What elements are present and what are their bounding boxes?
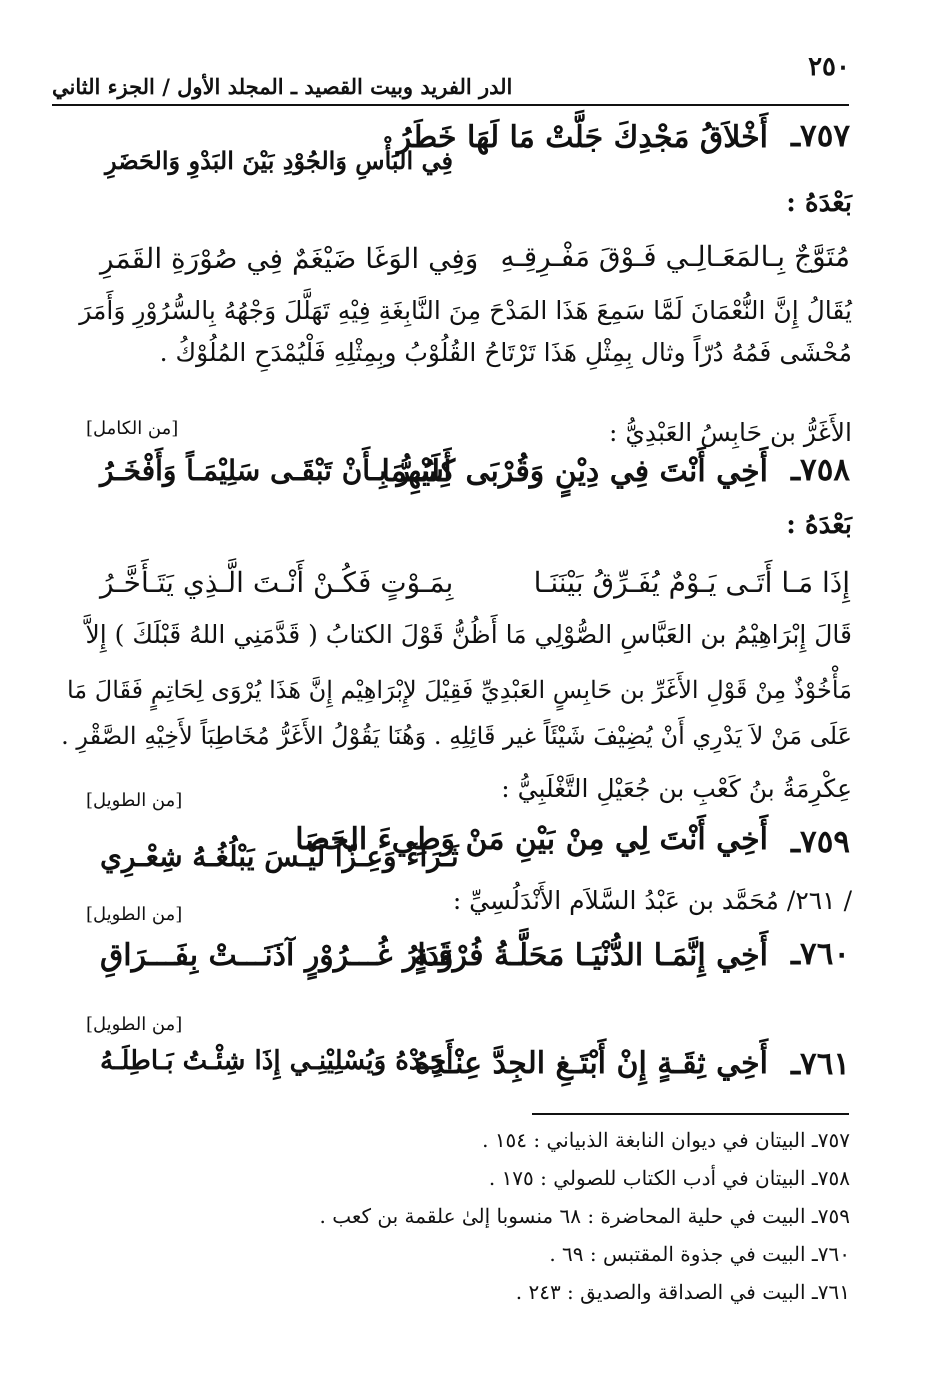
running-title: الدر الفريد وبيت القصيد ـ المجلد الأول / الجزء الثاني — [52, 74, 513, 99]
poet-attribution: عِكْرِمَةُ بنُ كَعْبِ بن جُعَيْلِ التَّغْلَبِيُّ : — [501, 774, 852, 803]
verse-number: ٧٥٨ـ — [790, 452, 850, 488]
verse-hemistich-first: مُتَوَّجٌ بِـالمَعَـالِـي فَـوْقَ مَفْـرِقِـهِ — [500, 240, 850, 273]
footnote: ٧٥٩ـ البيت في حلية المحاضرة : ٦٨ منسوبا إلىٰ علقمة بن كعب . — [319, 1204, 850, 1228]
poet-attribution: الأَغَرُّ بن حَابِسُ العَبْدِيُّ : — [608, 418, 852, 447]
footnote: ٧٦١ـ البيت في الصداقة والصديق : ٢٤٣ . — [515, 1280, 850, 1304]
verse-hemistich-first: أَخِي ثِقَـةٍ إِنْ أَبْتَـغِ الجِدَّ عِنْـدَهُ — [414, 1046, 768, 1081]
verse-hemistich-first: أَخِي أَنْتَ لِي مِنْ بَيْنِ مَنْ وَطِيءَ الحَصَا — [295, 822, 768, 857]
header-rule — [52, 104, 849, 106]
prose-line: قَالَ إِبْرَاهِيْمُ بن العَبَّاسِ الصُّوْلِي مَا أَظُنُّ قَوْلَ الكتابُ ( قَدَّمَنِي اللهُ قَبْلَكَ ) إِلاَّ — [85, 620, 852, 649]
verse-number: ٧٥٩ـ — [790, 824, 850, 860]
footnote-rule — [532, 1113, 849, 1115]
verse-hemistich-second: بِمَـوْتٍ فَكُـنْ أَنْـتَ الَّـذِي يَتَـأَخَّـرُ — [100, 566, 454, 599]
meter-label: [من الطويل] — [86, 904, 183, 925]
prose-line: مُحْشَى فَمُهُ دُرّاً وثال بِمِثْلِ هَذَا تَرْتَاحُ القُلُوْبُ وبِمِثْلِهِ فَلْيُمْدَحِ المُلُوْكُ . — [159, 338, 852, 367]
meter-label: [من الطويل] — [86, 790, 183, 811]
verse-hemistich-second: وَدَارُ غُـــرُوْرٍ آذَنَـــتْ بِفَـــرَاقِ — [100, 938, 454, 973]
verse-hemistich-first: أَخِي أَنْتَ فِي دِيْنٍ وَقُرْبَى كِلَيْهِمَا — [381, 454, 768, 489]
meter-label: [من الطويل] — [86, 1014, 183, 1035]
meter-label: [من الكامل] — [86, 418, 179, 439]
poet-attribution: / ٢٦١/ مُحَمَّد بن عَبْدُ السَّلاَم الأَنْدَلُسِيِّ : — [452, 886, 852, 915]
prose-line: يُقَالُ إِنَّ النُّعْمَانَ لَمَّا سَمِعَ هَذَا المَدْحَ مِنَ النَّابِغَةِ فِيْهِ تَهَلَّلَ وَجْهُهُ بِالسُّرُوْرِ وَأَمَرَ — [79, 296, 852, 325]
prose-line: مَأْخُوْذٌ مِنْ قَوْلِ الأَغَرِّ بن حَابِسٍ العَبْدِيِّ فَقِيْلَ لإِبْرَاهِيْم إِنَّ هَذَا يُرْوَى لِحَاتِمٍ فَقَالَ مَا — [66, 676, 852, 704]
verse-hemistich-second: ثَـرَاءً وَعِـزّاً لَيْـسَ يَبْلُغُـهُ شِعْـرِي — [100, 840, 459, 873]
verse-hemistich-second: وَفِي الوَغَا ضَيْغَمٌ فِي صُوْرَةِ القَمَرِ — [100, 242, 479, 275]
after-label: بَعْدَهُ : — [786, 510, 852, 540]
verse-hemistich-first: أَخِي إِنَّمَـا الدُّنْيَـا مَحَلَّـةُ فُرْقَـةٍ — [413, 938, 768, 973]
prose-line: عَلَى مَنْ لاَ يَدْرِي أَنْ يُضِيْفَ شَيْئَاً غير قَائِلِهِ . وَهُنَا يَقُوْلُ الأَغَرُّ مُخَاطِبَاً لأَخِيْهِ الصَّقْرِ . — [61, 722, 852, 750]
after-label: بَعْدَهُ : — [786, 188, 852, 218]
verse-number: ٧٥٧ـ — [790, 118, 850, 154]
verse-hemistich-second: أَجِـدْهُ وَيُسْلِيْنِـي إِذَا شِئْـتُ بَـاطِلَـهُ — [100, 1046, 454, 1076]
verse-hemistich-first: أَخْلاَقُ مَجْدِكَ جَلَّتْ مَا لَهَا خَطَرُ — [396, 120, 768, 155]
verse-number: ٧٦١ـ — [790, 1046, 850, 1082]
footnote: ٧٥٨ـ البيتان في أدب الكتاب للصولي : ١٧٥ . — [488, 1166, 850, 1190]
verse-number: ٧٦٠ـ — [790, 936, 850, 972]
verse-hemistich-second: أَسُـرُّ بِـأَنْ تَبْقَـى سَلِيْمَـاً وَأَفْخَـرُ — [100, 454, 452, 487]
page-number: ٢٥٠ — [808, 52, 850, 82]
verse-hemistich-second: فِي البَأْسِ وَالجُوْدِ بَيْنَ البَدْوِ وَالحَضَرِ — [105, 146, 453, 175]
footnote: ٧٥٧ـ البيتان في ديوان النابغة الذبياني : ١٥٤ . — [482, 1128, 850, 1152]
verse-hemistich-first: إِذَا مَـا أَتَـى يَـوْمٌ يُفَـرِّقُ بَيْنَنَـا — [533, 566, 850, 599]
footnote: ٧٦٠ـ البيت في جذوة المقتبس : ٦٩ . — [549, 1242, 850, 1266]
